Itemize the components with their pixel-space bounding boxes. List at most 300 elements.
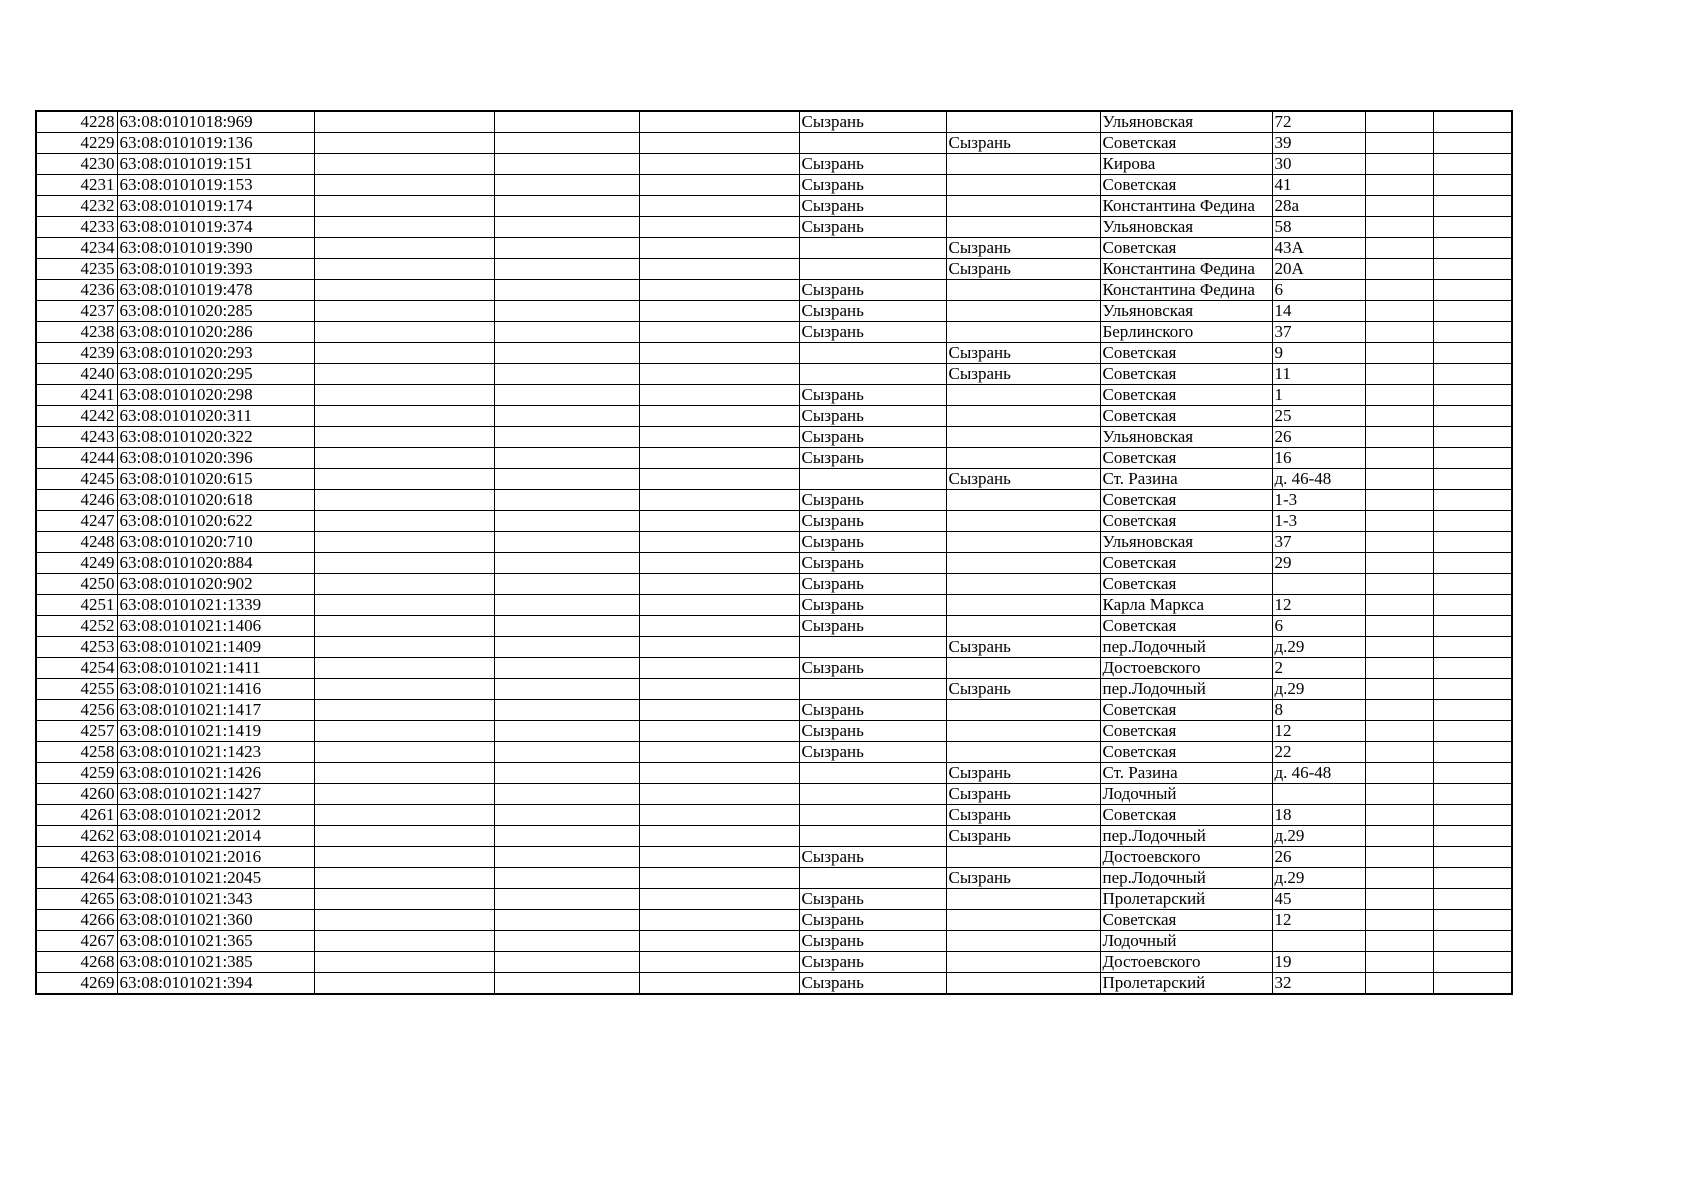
row-number-cell: 4247 xyxy=(36,511,117,532)
cadastral-number-cell: 63:08:0101021:1339 xyxy=(117,595,314,616)
empty-cell xyxy=(494,784,639,805)
street-cell: пер.Лодочный xyxy=(1100,637,1272,658)
house-number-cell: 26 xyxy=(1272,427,1365,448)
empty-cell xyxy=(314,910,494,931)
empty-cell xyxy=(1433,658,1512,679)
empty-cell xyxy=(314,175,494,196)
cadastral-number-cell: 63:08:0101021:1416 xyxy=(117,679,314,700)
empty-cell xyxy=(1365,784,1433,805)
empty-cell xyxy=(494,763,639,784)
city-cell: Сызрань xyxy=(799,700,946,721)
cadastral-number-cell: 63:08:0101020:293 xyxy=(117,343,314,364)
empty-cell xyxy=(639,364,799,385)
street-cell: Карла Маркса xyxy=(1100,595,1272,616)
city-cell: Сызрань xyxy=(799,322,946,343)
cadastral-number-cell: 63:08:0101021:343 xyxy=(117,889,314,910)
empty-cell xyxy=(1365,910,1433,931)
street-cell: Советская xyxy=(1100,910,1272,931)
house-number-cell: 29 xyxy=(1272,553,1365,574)
city-cell xyxy=(799,805,946,826)
settlement-cell xyxy=(946,511,1100,532)
street-cell: Советская xyxy=(1100,175,1272,196)
empty-cell xyxy=(1365,742,1433,763)
table-row xyxy=(36,427,1512,448)
empty-cell xyxy=(1365,111,1433,133)
row-number-cell: 4249 xyxy=(36,553,117,574)
cadastral-number-cell: 63:08:0101021:1417 xyxy=(117,700,314,721)
empty-cell xyxy=(639,196,799,217)
cadastral-number-cell: 63:08:0101021:1423 xyxy=(117,742,314,763)
street-cell: пер.Лодочный xyxy=(1100,679,1272,700)
empty-cell xyxy=(1365,700,1433,721)
empty-cell xyxy=(1433,259,1512,280)
table-row xyxy=(36,721,1512,742)
empty-cell xyxy=(1365,301,1433,322)
settlement-cell xyxy=(946,322,1100,343)
table-row xyxy=(36,111,1512,133)
empty-cell xyxy=(639,322,799,343)
street-cell: Достоевского xyxy=(1100,658,1272,679)
row-number-cell: 4229 xyxy=(36,133,117,154)
empty-cell xyxy=(494,196,639,217)
row-number-cell: 4262 xyxy=(36,826,117,847)
empty-cell xyxy=(314,868,494,889)
table-row xyxy=(36,175,1512,196)
settlement-cell xyxy=(946,385,1100,406)
city-cell xyxy=(799,637,946,658)
house-number-cell: 20А xyxy=(1272,259,1365,280)
empty-cell xyxy=(639,154,799,175)
empty-cell xyxy=(494,847,639,868)
table-row xyxy=(36,847,1512,868)
empty-cell xyxy=(1433,343,1512,364)
city-cell xyxy=(799,763,946,784)
street-cell: Пролетарский xyxy=(1100,889,1272,910)
house-number-cell: 12 xyxy=(1272,595,1365,616)
empty-cell xyxy=(494,343,639,364)
empty-cell xyxy=(1365,553,1433,574)
empty-cell xyxy=(1365,952,1433,973)
cadastral-number-cell: 63:08:0101019:374 xyxy=(117,217,314,238)
empty-cell xyxy=(314,574,494,595)
cadastral-number-cell: 63:08:0101020:622 xyxy=(117,511,314,532)
row-number-cell: 4253 xyxy=(36,637,117,658)
settlement-cell xyxy=(946,910,1100,931)
empty-cell xyxy=(314,679,494,700)
city-cell: Сызрань xyxy=(799,742,946,763)
empty-cell xyxy=(1433,889,1512,910)
empty-cell xyxy=(1365,364,1433,385)
empty-cell xyxy=(494,742,639,763)
empty-cell xyxy=(314,111,494,133)
empty-cell xyxy=(1433,385,1512,406)
house-number-cell: 14 xyxy=(1272,301,1365,322)
empty-cell xyxy=(314,553,494,574)
house-number-cell: 45 xyxy=(1272,889,1365,910)
house-number-cell: 39 xyxy=(1272,133,1365,154)
empty-cell xyxy=(314,448,494,469)
empty-cell xyxy=(639,301,799,322)
table-row xyxy=(36,574,1512,595)
cadastral-number-cell: 63:08:0101021:365 xyxy=(117,931,314,952)
empty-cell xyxy=(1433,931,1512,952)
empty-cell xyxy=(639,742,799,763)
settlement-cell xyxy=(946,490,1100,511)
empty-cell xyxy=(314,238,494,259)
empty-cell xyxy=(639,448,799,469)
cadastral-number-cell: 63:08:0101021:1419 xyxy=(117,721,314,742)
empty-cell xyxy=(494,973,639,995)
house-number-cell: д. 46-48 xyxy=(1272,763,1365,784)
cadastral-number-cell: 63:08:0101019:136 xyxy=(117,133,314,154)
house-number-cell: д. 46-48 xyxy=(1272,469,1365,490)
house-number-cell: 12 xyxy=(1272,910,1365,931)
street-cell: Достоевского xyxy=(1100,847,1272,868)
empty-cell xyxy=(1365,154,1433,175)
table-row xyxy=(36,343,1512,364)
cadastral-number-cell: 63:08:0101021:2016 xyxy=(117,847,314,868)
empty-cell xyxy=(1433,427,1512,448)
empty-cell xyxy=(314,154,494,175)
settlement-cell xyxy=(946,658,1100,679)
empty-cell xyxy=(314,952,494,973)
street-cell: Советская xyxy=(1100,721,1272,742)
empty-cell xyxy=(1365,469,1433,490)
empty-cell xyxy=(1433,532,1512,553)
table-row xyxy=(36,700,1512,721)
street-cell: пер.Лодочный xyxy=(1100,868,1272,889)
empty-cell xyxy=(314,364,494,385)
street-cell: Советская xyxy=(1100,574,1272,595)
empty-cell xyxy=(494,931,639,952)
settlement-cell xyxy=(946,952,1100,973)
empty-cell xyxy=(1433,238,1512,259)
house-number-cell: 6 xyxy=(1272,280,1365,301)
row-number-cell: 4251 xyxy=(36,595,117,616)
empty-cell xyxy=(314,742,494,763)
city-cell: Сызрань xyxy=(799,280,946,301)
empty-cell xyxy=(494,111,639,133)
row-number-cell: 4228 xyxy=(36,111,117,133)
empty-cell xyxy=(1365,805,1433,826)
settlement-cell xyxy=(946,532,1100,553)
table-row xyxy=(36,532,1512,553)
settlement-cell: Сызрань xyxy=(946,133,1100,154)
row-number-cell: 4241 xyxy=(36,385,117,406)
table-row xyxy=(36,595,1512,616)
row-number-cell: 4236 xyxy=(36,280,117,301)
empty-cell xyxy=(494,406,639,427)
settlement-cell: Сызрань xyxy=(946,259,1100,280)
house-number-cell: 25 xyxy=(1272,406,1365,427)
empty-cell xyxy=(639,469,799,490)
empty-cell xyxy=(314,511,494,532)
settlement-cell: Сызрань xyxy=(946,868,1100,889)
empty-cell xyxy=(314,385,494,406)
city-cell: Сызрань xyxy=(799,553,946,574)
house-number-cell: 32 xyxy=(1272,973,1365,995)
house-number-cell: д.29 xyxy=(1272,679,1365,700)
empty-cell xyxy=(639,490,799,511)
street-cell: Советская xyxy=(1100,490,1272,511)
table-row xyxy=(36,763,1512,784)
empty-cell xyxy=(1433,847,1512,868)
house-number-cell: 37 xyxy=(1272,322,1365,343)
city-cell: Сызрань xyxy=(799,385,946,406)
row-number-cell: 4237 xyxy=(36,301,117,322)
city-cell: Сызрань xyxy=(799,111,946,133)
empty-cell xyxy=(639,721,799,742)
row-number-cell: 4256 xyxy=(36,700,117,721)
row-number-cell: 4232 xyxy=(36,196,117,217)
table-row xyxy=(36,196,1512,217)
empty-cell xyxy=(494,553,639,574)
table-row xyxy=(36,469,1512,490)
empty-cell xyxy=(639,763,799,784)
empty-cell xyxy=(1433,553,1512,574)
house-number-cell: 1 xyxy=(1272,385,1365,406)
table-row xyxy=(36,133,1512,154)
table-row xyxy=(36,826,1512,847)
house-number-cell: 58 xyxy=(1272,217,1365,238)
empty-cell xyxy=(1433,280,1512,301)
empty-cell xyxy=(639,910,799,931)
settlement-cell: Сызрань xyxy=(946,364,1100,385)
settlement-cell xyxy=(946,742,1100,763)
house-number-cell: 43А xyxy=(1272,238,1365,259)
settlement-cell: Сызрань xyxy=(946,784,1100,805)
empty-cell xyxy=(494,805,639,826)
empty-cell xyxy=(1365,868,1433,889)
empty-cell xyxy=(1433,364,1512,385)
table-row xyxy=(36,490,1512,511)
row-number-cell: 4248 xyxy=(36,532,117,553)
row-number-cell: 4261 xyxy=(36,805,117,826)
city-cell: Сызрань xyxy=(799,154,946,175)
empty-cell xyxy=(1365,973,1433,995)
empty-cell xyxy=(1365,574,1433,595)
row-number-cell: 4268 xyxy=(36,952,117,973)
table-row xyxy=(36,385,1512,406)
settlement-cell xyxy=(946,427,1100,448)
table-row xyxy=(36,952,1512,973)
empty-cell xyxy=(314,847,494,868)
empty-cell xyxy=(494,910,639,931)
house-number-cell xyxy=(1272,931,1365,952)
empty-cell xyxy=(1365,175,1433,196)
empty-cell xyxy=(494,154,639,175)
empty-cell xyxy=(1365,679,1433,700)
cadastral-number-cell: 63:08:0101020:710 xyxy=(117,532,314,553)
city-cell: Сызрань xyxy=(799,511,946,532)
empty-cell xyxy=(494,826,639,847)
house-number-cell: 9 xyxy=(1272,343,1365,364)
table-row xyxy=(36,616,1512,637)
table-row xyxy=(36,154,1512,175)
house-number-cell: д.29 xyxy=(1272,637,1365,658)
settlement-cell xyxy=(946,595,1100,616)
empty-cell xyxy=(639,679,799,700)
empty-cell xyxy=(1433,763,1512,784)
house-number-cell: 72 xyxy=(1272,111,1365,133)
empty-cell xyxy=(639,553,799,574)
empty-cell xyxy=(1365,490,1433,511)
empty-cell xyxy=(639,973,799,995)
empty-cell xyxy=(1365,406,1433,427)
row-number-cell: 4269 xyxy=(36,973,117,995)
settlement-cell xyxy=(946,574,1100,595)
empty-cell xyxy=(1433,448,1512,469)
empty-cell xyxy=(1433,784,1512,805)
empty-cell xyxy=(1365,889,1433,910)
city-cell xyxy=(799,784,946,805)
city-cell xyxy=(799,469,946,490)
settlement-cell xyxy=(946,931,1100,952)
empty-cell xyxy=(1365,511,1433,532)
empty-cell xyxy=(1433,574,1512,595)
empty-cell xyxy=(494,217,639,238)
empty-cell xyxy=(494,721,639,742)
city-cell: Сызрань xyxy=(799,595,946,616)
empty-cell xyxy=(1433,511,1512,532)
city-cell xyxy=(799,679,946,700)
empty-cell xyxy=(1365,448,1433,469)
street-cell: Ст. Разина xyxy=(1100,469,1272,490)
house-number-cell xyxy=(1272,574,1365,595)
house-number-cell: 1-3 xyxy=(1272,490,1365,511)
cadastral-number-cell: 63:08:0101021:2045 xyxy=(117,868,314,889)
empty-cell xyxy=(1365,616,1433,637)
empty-cell xyxy=(639,868,799,889)
table-row xyxy=(36,889,1512,910)
empty-cell xyxy=(314,490,494,511)
empty-cell xyxy=(1433,175,1512,196)
empty-cell xyxy=(494,301,639,322)
empty-cell xyxy=(314,259,494,280)
settlement-cell xyxy=(946,889,1100,910)
empty-cell xyxy=(639,259,799,280)
row-number-cell: 4260 xyxy=(36,784,117,805)
house-number-cell: 8 xyxy=(1272,700,1365,721)
settlement-cell xyxy=(946,847,1100,868)
house-number-cell: 37 xyxy=(1272,532,1365,553)
empty-cell xyxy=(1433,217,1512,238)
empty-cell xyxy=(494,133,639,154)
empty-cell xyxy=(494,427,639,448)
empty-cell xyxy=(1433,910,1512,931)
empty-cell xyxy=(314,973,494,995)
empty-cell xyxy=(1365,763,1433,784)
empty-cell xyxy=(639,658,799,679)
street-cell: пер.Лодочный xyxy=(1100,826,1272,847)
city-cell: Сызрань xyxy=(799,847,946,868)
empty-cell xyxy=(1433,154,1512,175)
empty-cell xyxy=(639,343,799,364)
street-cell: Ульяновская xyxy=(1100,532,1272,553)
settlement-cell: Сызрань xyxy=(946,637,1100,658)
street-cell: Советская xyxy=(1100,364,1272,385)
empty-cell xyxy=(1433,196,1512,217)
city-cell: Сызрань xyxy=(799,532,946,553)
empty-cell xyxy=(314,805,494,826)
settlement-cell: Сызрань xyxy=(946,343,1100,364)
table-row xyxy=(36,637,1512,658)
empty-cell xyxy=(1433,700,1512,721)
empty-cell xyxy=(639,280,799,301)
house-number-cell: 28а xyxy=(1272,196,1365,217)
street-cell: Лодочный xyxy=(1100,784,1272,805)
empty-cell xyxy=(1433,973,1512,995)
empty-cell xyxy=(1365,280,1433,301)
table-row xyxy=(36,910,1512,931)
cadastral-number-cell: 63:08:0101020:322 xyxy=(117,427,314,448)
table-row xyxy=(36,973,1512,995)
empty-cell xyxy=(1365,658,1433,679)
empty-cell xyxy=(1365,133,1433,154)
empty-cell xyxy=(494,259,639,280)
empty-cell xyxy=(494,595,639,616)
empty-cell xyxy=(314,721,494,742)
house-number-cell: д.29 xyxy=(1272,826,1365,847)
city-cell: Сызрань xyxy=(799,973,946,995)
cadastral-number-cell: 63:08:0101021:1409 xyxy=(117,637,314,658)
empty-cell xyxy=(1433,868,1512,889)
empty-cell xyxy=(1365,217,1433,238)
empty-cell xyxy=(1433,301,1512,322)
empty-cell xyxy=(494,952,639,973)
empty-cell xyxy=(314,469,494,490)
empty-cell xyxy=(1433,133,1512,154)
cadastral-number-cell: 63:08:0101021:2012 xyxy=(117,805,314,826)
cadastral-number-cell: 63:08:0101020:311 xyxy=(117,406,314,427)
cadastral-number-cell: 63:08:0101020:396 xyxy=(117,448,314,469)
empty-cell xyxy=(639,700,799,721)
table-row xyxy=(36,364,1512,385)
city-cell: Сызрань xyxy=(799,574,946,595)
empty-cell xyxy=(314,931,494,952)
cadastral-number-cell: 63:08:0101020:618 xyxy=(117,490,314,511)
row-number-cell: 4259 xyxy=(36,763,117,784)
empty-cell xyxy=(1433,490,1512,511)
city-cell: Сызрань xyxy=(799,721,946,742)
street-cell: Советская xyxy=(1100,553,1272,574)
city-cell: Сызрань xyxy=(799,931,946,952)
empty-cell xyxy=(314,763,494,784)
cadastral-number-cell: 63:08:0101020:902 xyxy=(117,574,314,595)
empty-cell xyxy=(639,931,799,952)
city-cell xyxy=(799,343,946,364)
cadastral-number-cell: 63:08:0101021:360 xyxy=(117,910,314,931)
cadastral-number-cell: 63:08:0101020:298 xyxy=(117,385,314,406)
street-cell: Кирова xyxy=(1100,154,1272,175)
empty-cell xyxy=(1433,952,1512,973)
settlement-cell xyxy=(946,700,1100,721)
empty-cell xyxy=(1433,679,1512,700)
house-number-cell: 41 xyxy=(1272,175,1365,196)
table-row xyxy=(36,448,1512,469)
empty-cell xyxy=(314,427,494,448)
cadastral-number-cell: 63:08:0101021:1406 xyxy=(117,616,314,637)
empty-cell xyxy=(1433,469,1512,490)
cadastral-number-cell: 63:08:0101021:394 xyxy=(117,973,314,995)
street-cell: Берлинского xyxy=(1100,322,1272,343)
city-cell xyxy=(799,238,946,259)
row-number-cell: 4235 xyxy=(36,259,117,280)
table-row xyxy=(36,322,1512,343)
empty-cell xyxy=(494,175,639,196)
empty-cell xyxy=(1433,406,1512,427)
street-cell: Советская xyxy=(1100,238,1272,259)
